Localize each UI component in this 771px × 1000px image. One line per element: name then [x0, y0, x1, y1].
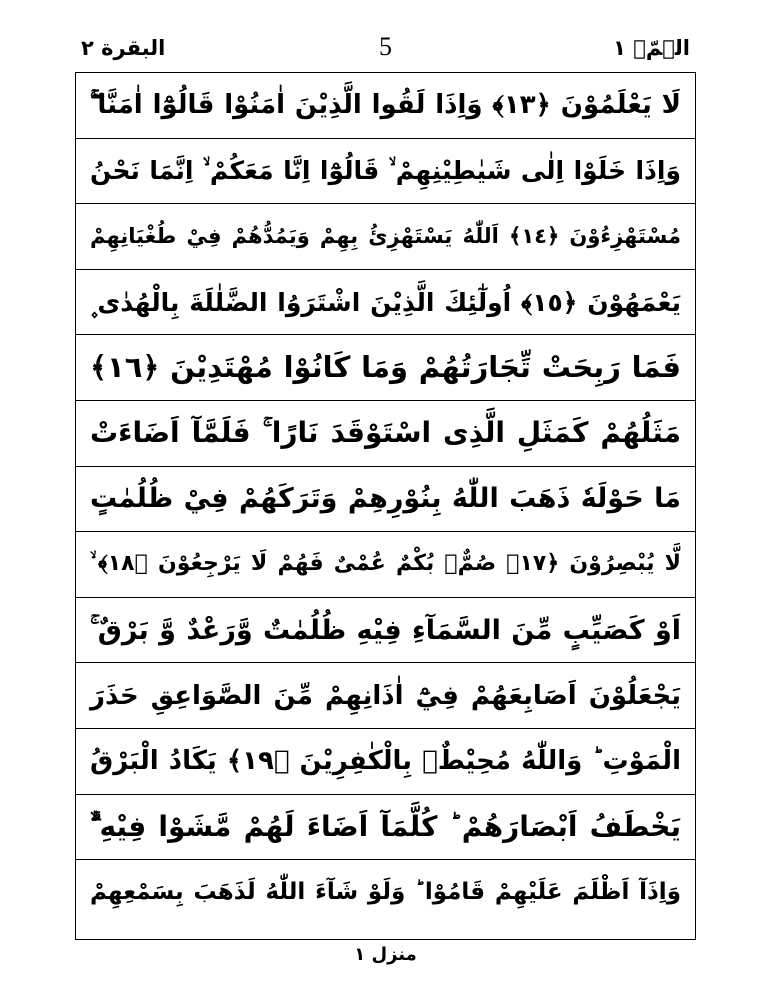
verse-text: يَجْعَلُوْنَ اَصَابِعَهُمْ فِيْٓ اٰذَانِهِمْ مِّنَ الصَّوَاعِقِ حَذَرَ: [90, 680, 681, 711]
page-header: [75, 32, 696, 68]
text-line: [76, 204, 695, 270]
verse-text: وَاِذَا خَلَوْا اِلٰى شَيٰطِيْنِهِمْ ۙ قَالُوْٓا اِنَّا مَعَكُمْ ۙ اِنَّمَا نَحْنُ: [90, 156, 681, 186]
text-line: [76, 335, 695, 401]
text-line: [76, 532, 695, 598]
verse-text: مَا حَوْلَهٗ ذَهَبَ اللّٰهُ بِنُوْرِهِمْ وَتَرَكَهُمْ فِيْ ظُلُمٰتٍ: [90, 483, 681, 515]
text-line: [76, 139, 695, 205]
page-number: 5: [379, 32, 392, 61]
verse-text: يَعْمَهُوْنَ ﴿١٥﴾ اُولٰٓئِكَ الَّذِيْنَ اشْتَرَوُا الضَّلٰلَةَ بِالْهُدٰى ۪: [90, 287, 681, 317]
text-line: [76, 729, 695, 795]
verse-text: لَّا يُبْصِرُوْنَ ﴿١٧﴾ صُمٌّۢ بُكْمٌ عُمْىٌ فَهُمْ لَا يَرْجِعُوْنَ ﴿١٨﴾ ۙ: [90, 551, 681, 577]
text-line: [76, 401, 695, 467]
text-line: [76, 795, 695, 861]
verse-text: مَثَلُهُمْ كَمَثَلِ الَّذِى اسْتَوْقَدَ نَارًا ۚ فَلَمَّآ اَضَاءَتْ: [90, 416, 681, 450]
verse-text: فَمَا رَبِحَتْ تِّجَارَتُهُمْ وَمَا كَانُوْا مُهْتَدِيْنَ ﴿١٦﴾: [90, 350, 681, 385]
verse-text: وَاِذَآ اَظْلَمَ عَلَيْهِمْ قَامُوْا ؕ وَلَوْ شَآءَ اللّٰهُ لَذَهَبَ بِسَمْعِهِمْ: [90, 879, 681, 906]
text-line: [76, 270, 695, 336]
surah-name-header: البقرة ٢: [81, 36, 166, 60]
manzil-footer: منزل ١: [354, 944, 417, 965]
text-line: [76, 73, 695, 139]
text-line: [76, 663, 695, 729]
verse-text: الْمَوْتِ ؕ وَاللّٰهُ مُحِيْطٌۢ بِالْكٰفِرِيْنَ ﴿١٩﴾ يَكَادُ الْبَرْقُ: [90, 746, 681, 777]
quran-text-frame: [75, 72, 696, 940]
text-line: [76, 467, 695, 533]
text-line: [76, 598, 695, 664]
verse-text: مُسْتَهْزِءُوْنَ ﴿١٤﴾ اَللّٰهُ يَسْتَهْزِئُ بِهِمْ وَيَمُدُّهُمْ فِيْ طُغْيَانِهِمْ: [90, 223, 681, 248]
verse-text: يَخْطَفُ اَبْصَارَهُمْ ؕ كُلَّمَآ اَضَاءَ لَهُمْ مَّشَوْا فِيْهِ ۙۗ: [90, 809, 681, 843]
text-line: [76, 860, 695, 926]
verse-text: اَوْ كَصَيِّبٍ مِّنَ السَّمَآءِ فِيْهِ ظُلُمٰتٌ وَّرَعْدٌ وَّ بَرْقٌ ۚ: [90, 614, 681, 646]
verse-text: لَا يَعْلَمُوْنَ ﴿١٣﴾ وَاِذَا لَقُوا الَّذِيْنَ اٰمَنُوْا قَالُوْٓا اٰمَنَّا ۚۖ: [90, 90, 681, 121]
para-name-header: الۗمّۗ ١: [613, 36, 690, 60]
